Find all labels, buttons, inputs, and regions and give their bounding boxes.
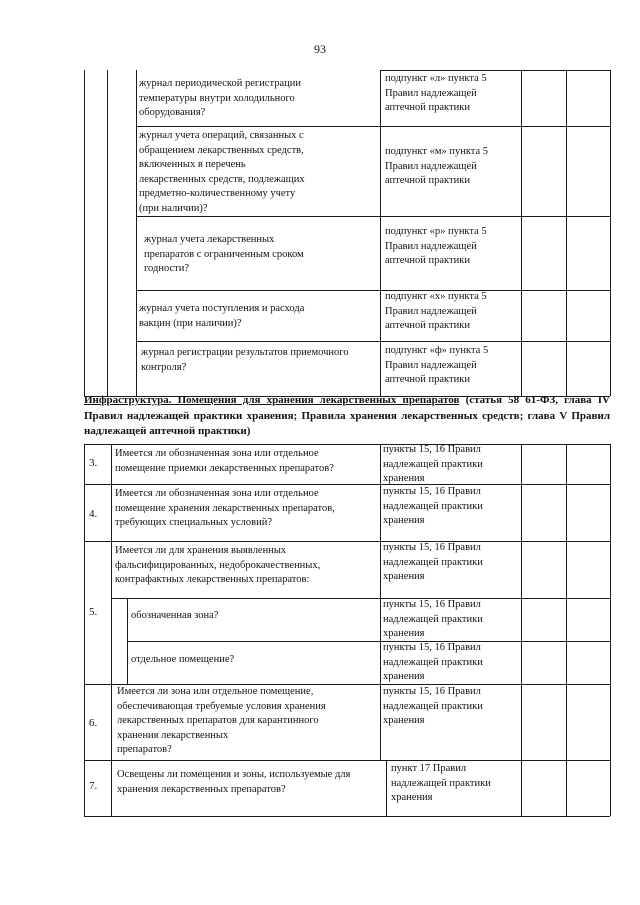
reference-text: пункты 15, 16 Правил надлежащей практики хранения: [383, 642, 483, 683]
row-number: 7.: [89, 780, 98, 792]
reference-text: пункты 15, 16 Правил надлежащей практики хранения: [383, 486, 483, 527]
reference-text: подпункт «л» пункта 5 Правил надлежащей аптечной практики: [385, 73, 487, 114]
row-number: 4.: [89, 508, 98, 520]
reference-text: пункт 17 Правил надлежащей практики хранения: [391, 763, 491, 804]
reference-text: пункты 15, 16 Правил надлежащей практики хранения: [383, 599, 483, 640]
question-text: журнал периодической регистрации температуры внутри холодильного оборудования?: [139, 78, 301, 119]
question-text: Освещены ли помещения и зоны, используемые для хранения лекарственных препаратов?: [117, 769, 351, 795]
row-number: 5.: [89, 606, 98, 618]
sub-question-text: отдельное помещение?: [131, 654, 235, 665]
question-text: Имеется ли для хранения выявленных фальсифицированных, недоброкачественных, контрафактных лекарственных препаратов:: [115, 545, 321, 586]
reference-text: подпункт «р» пункта 5 Правил надлежащей аптечной практики: [385, 226, 487, 267]
section-header: [84, 393, 610, 440]
row-number: 6.: [89, 717, 98, 729]
reference-text: пункты 15, 16 Правил надлежащей практики хранения: [383, 542, 483, 583]
question-text: Имеется ли обозначенная зона или отдельное помещение приемки лекарственных препаратов?: [115, 448, 334, 474]
question-text: журнал регистрации результатов приемочного контроля?: [141, 347, 349, 373]
section-title: Инфраструктура. Помещения для хранения лекарственных препаратов: [84, 394, 460, 406]
question-text: Имеется ли обозначенная зона или отдельное помещение хранения лекарственных препаратов, требующих специальных условий?: [115, 488, 335, 529]
row-number: 3.: [89, 457, 98, 469]
question-text: журнал учета операций, связанных с обращением лекарственных средств, включенных в перечень лекарственных средств, подлежащих предметно-количественному учету (при наличии)?: [139, 130, 305, 214]
question-text: журнал учета лекарственных препаратов с ограниченным сроком годности?: [144, 234, 304, 275]
reference-text: подпункт «м» пункта 5 Правил надлежащей аптечной практики: [385, 146, 489, 187]
question-text: журнал учета поступления и расхода вакцин (при наличии)?: [139, 303, 305, 329]
page-number: 93: [314, 42, 326, 56]
reference-text: пункты 15, 16 Правил надлежащей практики хранения: [383, 686, 483, 727]
reference-text: подпункт «ф» пункта 5 Правил надлежащей аптечной практики: [385, 345, 489, 386]
section-reference: (статья 58 61-ФЗ, глава IV Правил надлежащей практики хранения; Правила хранения лекарственных средств; глава V Правил надлежащей аптечной практики): [84, 394, 610, 437]
reference-text: подпункт «х» пункта 5 Правил надлежащей аптечной практики: [385, 291, 487, 332]
sub-question-text: обозначенная зона?: [131, 610, 219, 621]
question-text: Имеется ли зона или отдельное помещение, обеспечивающая требуемые условия хранения лекарственных препаратов для карантинного хранения лекарственных препаратов?: [117, 686, 326, 756]
reference-text: пункты 15, 16 Правил надлежащей практики хранения: [383, 444, 483, 485]
